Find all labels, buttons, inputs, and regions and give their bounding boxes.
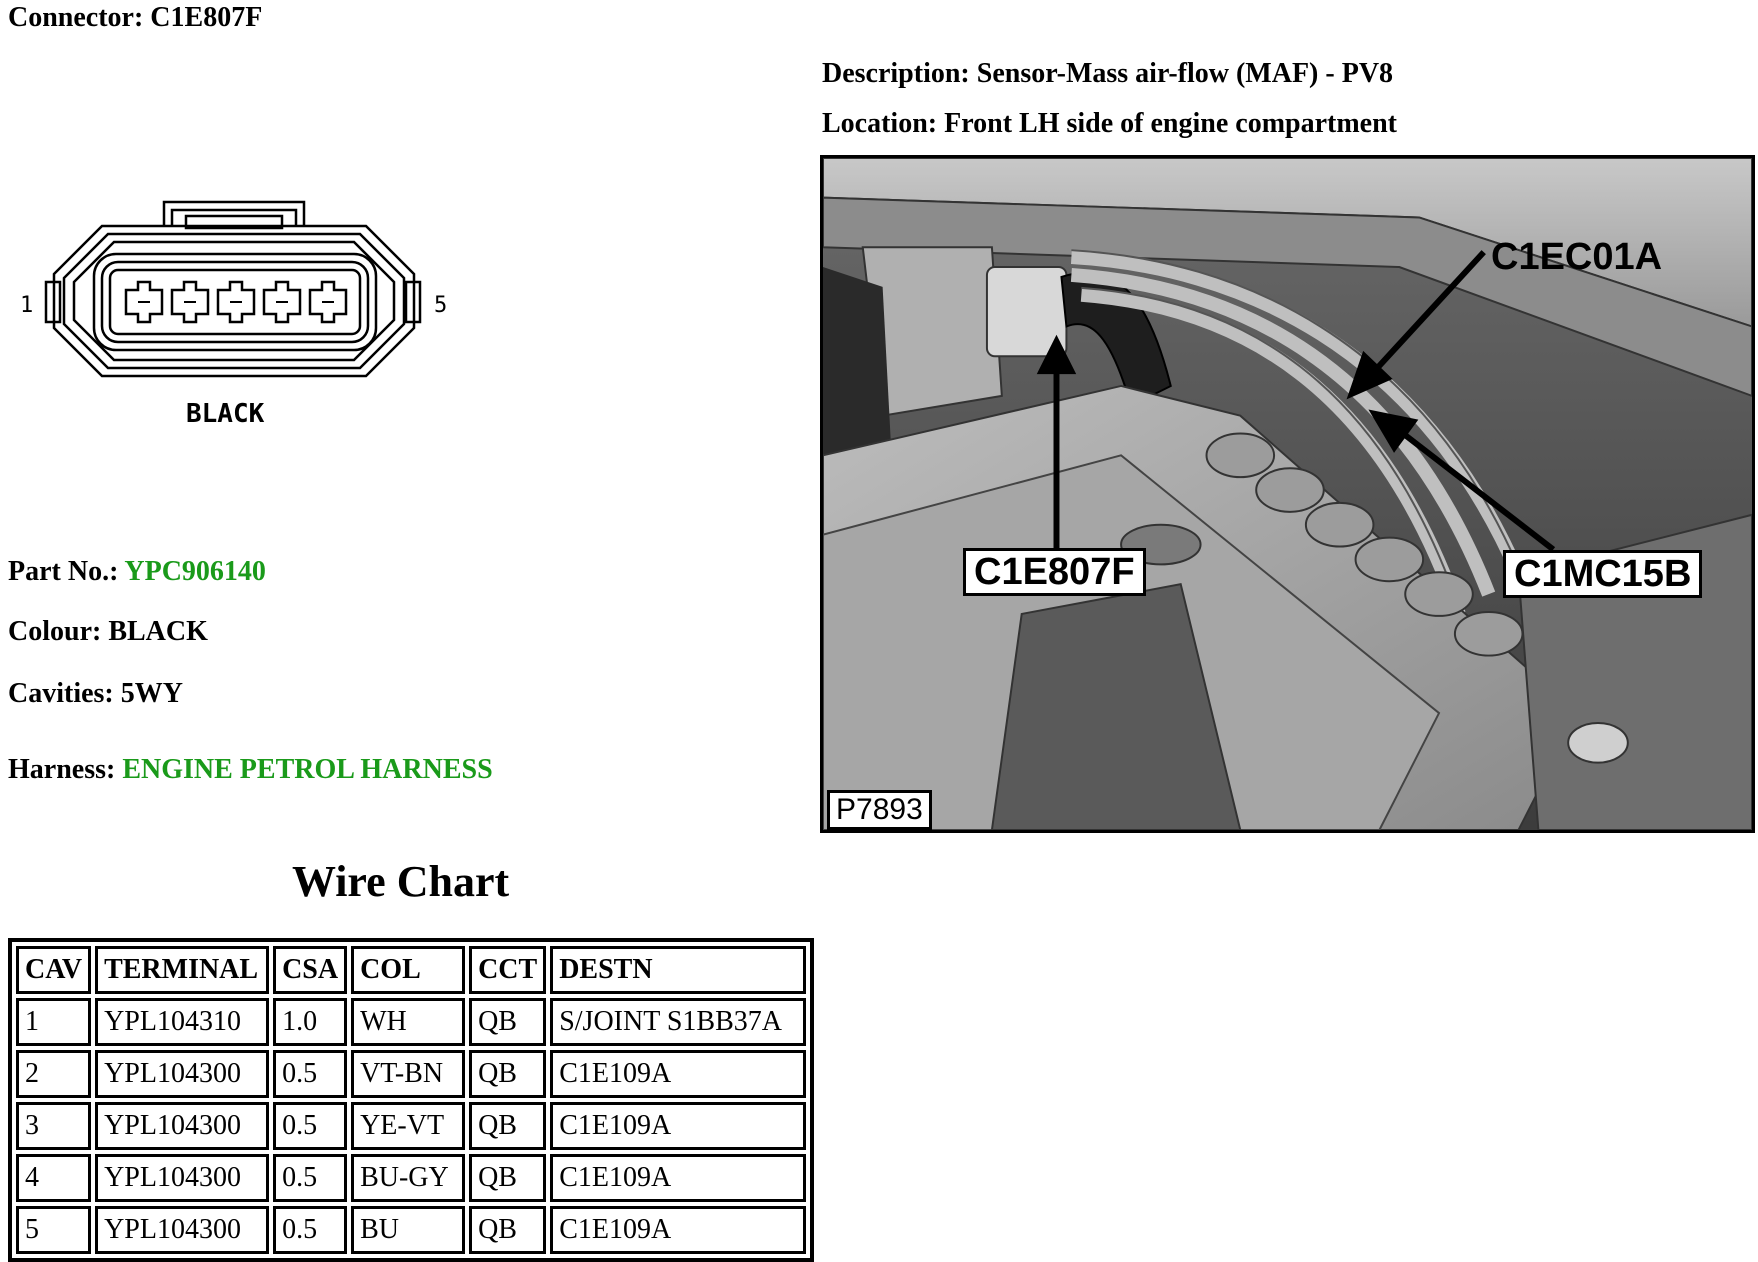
pin-5-label: 5 bbox=[434, 293, 448, 318]
table-row bbox=[16, 1050, 806, 1098]
cell-csa: 1.0 bbox=[273, 998, 347, 1046]
header-terminal: TERMINAL bbox=[95, 946, 269, 994]
cell-csa: 0.5 bbox=[273, 1050, 347, 1098]
part-no-label: Part No.: bbox=[8, 556, 119, 587]
table-row bbox=[16, 1154, 806, 1202]
cell-cct: QB bbox=[469, 1050, 546, 1098]
cell-cct: QB bbox=[469, 1102, 546, 1150]
cell-cav: 5 bbox=[16, 1206, 91, 1254]
connector-label: Connector: bbox=[8, 2, 144, 33]
connector-line bbox=[8, 4, 262, 32]
wire-chart-title: Wire Chart bbox=[292, 857, 510, 906]
harness-link[interactable]: ENGINE PETROL HARNESS bbox=[122, 754, 493, 785]
callout-c1mc15b: C1MC15B bbox=[1503, 550, 1702, 598]
cell-terminal: YPL104300 bbox=[95, 1102, 269, 1150]
location-line bbox=[822, 110, 1397, 138]
part-no-link[interactable]: YPC906140 bbox=[124, 556, 266, 587]
cell-destn: C1E109A bbox=[550, 1206, 806, 1254]
cell-col: YE-VT bbox=[351, 1102, 465, 1150]
cell-col: BU bbox=[351, 1206, 465, 1254]
cavities-line bbox=[8, 680, 183, 708]
colour-label: Colour: bbox=[8, 616, 102, 647]
harness-line bbox=[8, 756, 493, 784]
wire-chart-table bbox=[8, 938, 814, 1262]
cavities-value: 5WY bbox=[120, 678, 183, 709]
header-cav: CAV bbox=[16, 946, 91, 994]
location-label: Location: bbox=[822, 108, 938, 139]
cell-csa: 0.5 bbox=[273, 1154, 347, 1202]
cavities-label: Cavities: bbox=[8, 678, 114, 709]
cell-terminal: YPL104310 bbox=[95, 998, 269, 1046]
cell-terminal: YPL104300 bbox=[95, 1050, 269, 1098]
callout-c1e807f: C1E807F bbox=[963, 548, 1146, 596]
header-csa: CSA bbox=[273, 946, 347, 994]
table-row bbox=[16, 998, 806, 1046]
description-value: Sensor-Mass air-flow (MAF) - PV8 bbox=[976, 58, 1394, 89]
cell-cav: 4 bbox=[16, 1154, 91, 1202]
cell-csa: 0.5 bbox=[273, 1102, 347, 1150]
location-value: Front LH side of engine compartment bbox=[944, 108, 1397, 139]
table-row bbox=[16, 1206, 806, 1254]
cell-cct: QB bbox=[469, 1154, 546, 1202]
pin-1-label: 1 bbox=[20, 293, 34, 318]
colour-value: BLACK bbox=[108, 616, 208, 647]
description-label: Description: bbox=[822, 58, 970, 89]
cell-terminal: YPL104300 bbox=[95, 1206, 269, 1254]
header-destn: DESTN bbox=[550, 946, 806, 994]
colour-line bbox=[8, 618, 208, 646]
cell-col: VT-BN bbox=[351, 1050, 465, 1098]
connector-face-diagram bbox=[14, 196, 464, 436]
cell-col: BU-GY bbox=[351, 1154, 465, 1202]
cell-destn: C1E109A bbox=[550, 1102, 806, 1150]
cell-csa: 0.5 bbox=[273, 1206, 347, 1254]
cell-cct: QB bbox=[469, 1206, 546, 1254]
cell-destn: C1E109A bbox=[550, 1154, 806, 1202]
harness-label: Harness: bbox=[8, 754, 116, 785]
header-cct: CCT bbox=[469, 946, 546, 994]
cell-destn: S/JOINT S1BB37A bbox=[550, 998, 806, 1046]
table-row bbox=[16, 1102, 806, 1150]
table-header-row bbox=[16, 946, 806, 994]
photo-id-label: P7893 bbox=[827, 790, 932, 830]
part-no-line bbox=[8, 558, 266, 586]
engine-compartment-photo bbox=[820, 155, 1755, 833]
description-line bbox=[822, 60, 1393, 88]
cell-cav: 1 bbox=[16, 998, 91, 1046]
cell-col: WH bbox=[351, 998, 465, 1046]
cell-destn: C1E109A bbox=[550, 1050, 806, 1098]
connector-value: C1E807F bbox=[150, 2, 263, 33]
diagram-colour-label: BLACK bbox=[186, 399, 265, 429]
cell-cav: 3 bbox=[16, 1102, 91, 1150]
cell-terminal: YPL104300 bbox=[95, 1154, 269, 1202]
header-col: COL bbox=[351, 946, 465, 994]
cell-cct: QB bbox=[469, 998, 546, 1046]
cell-cav: 2 bbox=[16, 1050, 91, 1098]
callout-c1ec01a: C1EC01A bbox=[1491, 236, 1663, 278]
